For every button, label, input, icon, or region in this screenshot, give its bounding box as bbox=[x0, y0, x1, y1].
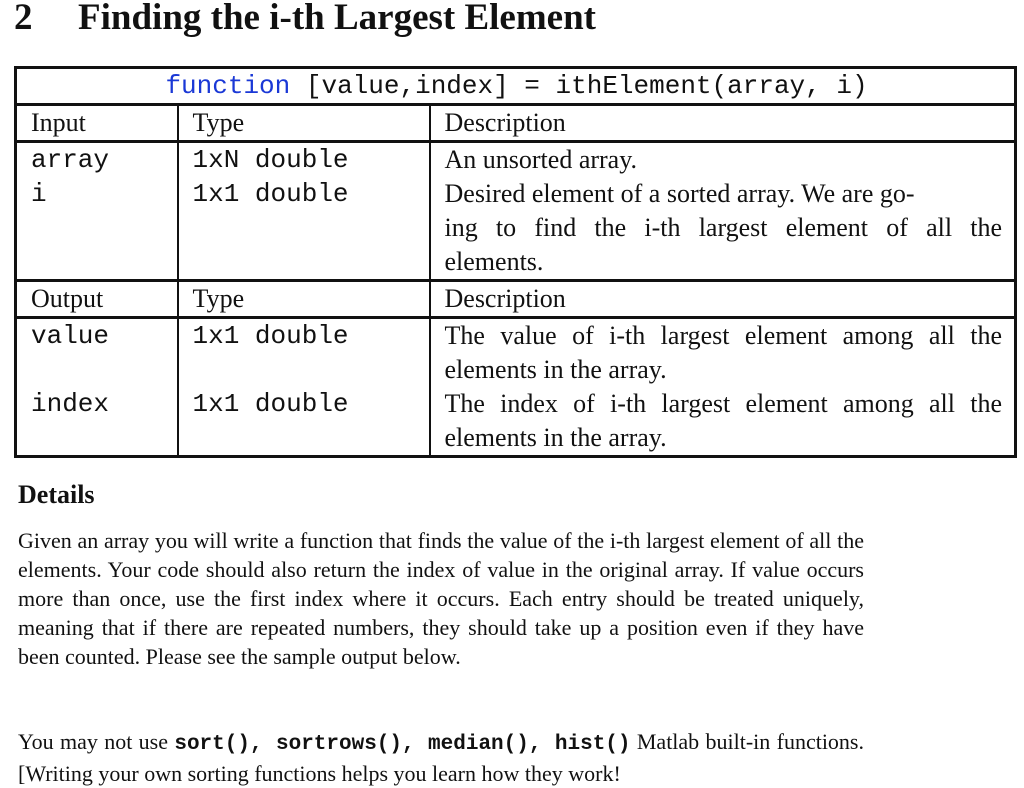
output-type-value: 1x1 double bbox=[192, 321, 349, 351]
function-keyword: function bbox=[165, 71, 291, 101]
output-types-cell bbox=[178, 318, 430, 457]
input-name-array: array bbox=[31, 145, 110, 175]
header-input: Input bbox=[16, 105, 178, 142]
outputs-header-row bbox=[16, 281, 1016, 318]
signature-row bbox=[16, 68, 1016, 105]
input-description-array: An unsorted array. bbox=[444, 145, 638, 174]
function-signature bbox=[16, 68, 1016, 105]
input-names-cell bbox=[16, 142, 178, 281]
outputs-body-row bbox=[16, 318, 1016, 457]
header-description: Description bbox=[430, 105, 1016, 142]
function-spec-table bbox=[14, 66, 1017, 458]
inputs-body-row bbox=[16, 142, 1016, 281]
header-type: Type bbox=[178, 105, 430, 142]
input-type-i: 1x1 double bbox=[192, 179, 349, 209]
output-descriptions-cell bbox=[430, 318, 1016, 457]
forbidden-functions: sort(), sortrows(), median(), hist() bbox=[174, 733, 631, 756]
output-type-index: 1x1 double bbox=[192, 389, 349, 419]
section-number: 2 bbox=[14, 0, 33, 38]
output-description-index: The index of i-th largest element among all the elements in the array. bbox=[444, 389, 1003, 452]
details-heading: Details bbox=[18, 480, 95, 509]
inputs-header-row bbox=[16, 105, 1016, 142]
input-descriptions-cell bbox=[430, 142, 1016, 281]
section-title: Finding the i-th Largest Element bbox=[78, 0, 596, 38]
header-description-output: Description bbox=[430, 281, 1016, 318]
output-description-value: The value of i-th largest element among all the elements in the array. bbox=[444, 321, 1003, 384]
input-name-i: i bbox=[31, 179, 47, 209]
header-output: Output bbox=[16, 281, 178, 318]
section-heading bbox=[14, 0, 596, 40]
details-paragraph-1: Given an array you will write a function that finds the value of the i-th largest element of all the elements. Your code should also return the index of value in the original array. If value occurs more than once, use the first index where it occurs. Each entry should be treated uniquely, meaning that if there are repeated numbers, they should take up a position even if they have been counted. Please see the sample output below. bbox=[18, 528, 864, 669]
input-types-cell bbox=[178, 142, 430, 281]
restriction-lead: You may not use bbox=[18, 729, 175, 754]
function-signature-text: [value,index] = ithElement(array, i) bbox=[290, 71, 868, 101]
details-paragraph-2 bbox=[18, 727, 864, 788]
input-type-array: 1xN double bbox=[192, 145, 349, 175]
output-names-cell bbox=[16, 318, 178, 457]
output-name-value: value bbox=[31, 321, 110, 351]
restriction-tail: Matlab built-in functions. [Writing your own sorting functions helps you learn how they work! bbox=[18, 729, 864, 786]
header-type-output: Type bbox=[178, 281, 430, 318]
output-name-index: index bbox=[31, 389, 110, 419]
input-description-i: Desired element of a sorted array. We are go- ing to find the i-th largest element of all the elements. bbox=[444, 179, 1003, 276]
